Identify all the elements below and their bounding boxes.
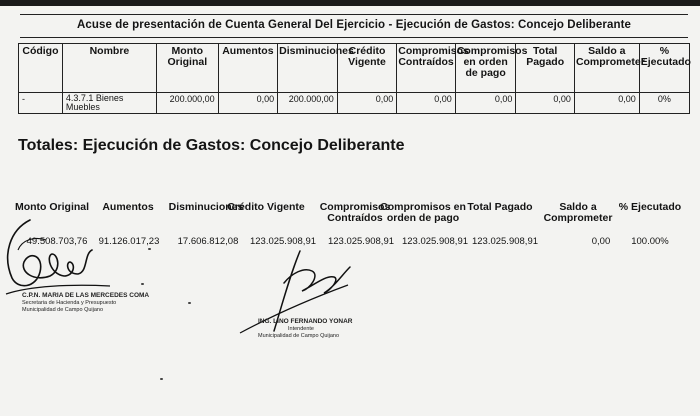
totals-col-pct-ejecutado: % Ejecutado [618, 201, 682, 213]
scan-top-edge [0, 0, 700, 6]
totals-value-credito-vigente: 123.025.908,91 [249, 236, 317, 247]
table-row [19, 93, 690, 114]
col-pct-ejecutado: % Ejecutado [639, 44, 689, 93]
scan-speck [188, 302, 191, 304]
detail-header-row [19, 44, 690, 93]
totals-col-compromisos-orden-pago: Compromisos en orden de pago [380, 201, 466, 224]
cell-monto-original: 200.000,00 [156, 93, 218, 114]
cell-compromisos-orden-pago: 0,00 [455, 93, 516, 114]
totals-value-pct-ejecutado: 100.00% [631, 236, 669, 247]
left-signer-role: Secretaria de Hacienda y Presupuesto [22, 299, 117, 306]
totals-col-credito-vigente: Crédito Vigente [227, 201, 305, 213]
totals-col-monto-original: Monto Original [14, 201, 90, 213]
left-signer-name: C.P.N. MARIA DE LAS MERCEDES COMA [22, 292, 150, 299]
totals-value-disminuciones: 17.606.812,08 [177, 236, 239, 247]
right-signer-role: Intendente [288, 325, 314, 332]
cell-total-pagado: 0,00 [516, 93, 575, 114]
col-credito-vigente: Crédito Vigente [337, 44, 397, 93]
col-saldo-comprometer: Saldo a Comprometer [574, 44, 639, 93]
cell-aumentos: 0,00 [218, 93, 278, 114]
totals-value-total-pagado: 123.025.908,91 [471, 236, 539, 247]
col-codigo: Código [19, 44, 63, 93]
col-compromisos-orden-pago: Compromisos en orden de pago [455, 44, 516, 93]
cell-codigo: - [19, 93, 63, 114]
totals-title: Totales: Ejecución de Gastos: Concejo Deliberante [18, 137, 405, 154]
totals-col-compromisos-contraidos: Compromisos Contraídos [319, 201, 391, 224]
totals-col-total-pagado: Total Pagado [467, 201, 533, 213]
col-total-pagado: Total Pagado [516, 44, 575, 93]
col-disminuciones: Disminuciones [278, 44, 338, 93]
totals-col-saldo-comprometer: Saldo a Comprometer [543, 201, 613, 224]
totals-col-disminuciones: Disminuciones [168, 201, 244, 213]
totals-col-aumentos: Aumentos [102, 201, 154, 213]
right-signer-name: ING. LINO FERNANDO YONAR [258, 318, 353, 325]
totals-value-compromisos-orden-pago: 123.025.908,91 [401, 236, 469, 247]
cell-credito-vigente: 0,00 [337, 93, 397, 114]
col-nombre: Nombre [62, 44, 156, 93]
totals-value-monto-original: 49.508.703,76 [26, 236, 88, 247]
report-header [20, 14, 688, 38]
right-signature-block [258, 318, 353, 341]
col-compromisos-contraidos: Compromisos Contraídos [397, 44, 456, 93]
left-signature-block [22, 292, 149, 315]
cell-disminuciones: 200.000,00 [278, 93, 338, 114]
totals-value-compromisos-contraidos: 123.025.908,91 [327, 236, 395, 247]
detail-table [18, 43, 690, 114]
scan-speck [141, 283, 144, 285]
scan-speck [160, 378, 163, 380]
cell-nombre: 4.3.7.1 Bienes Muebles [62, 93, 156, 114]
col-aumentos: Aumentos [218, 44, 278, 93]
totals-value-saldo-comprometer: 0,00 [591, 236, 611, 247]
cell-pct-ejecutado: 0% [639, 93, 689, 114]
cell-compromisos-contraidos: 0,00 [397, 93, 456, 114]
scan-speck [148, 248, 151, 250]
totals-value-aumentos: 91.126.017,23 [98, 236, 160, 247]
left-signer-org: Municipalidad de Campo Quijano [22, 307, 104, 313]
report-title: Acuse de presentación de Cuenta General Del Ejercicio - Ejecución de Gastos: Concejo Deliberante [76, 19, 632, 31]
col-monto-original: Monto Original [156, 44, 218, 93]
right-signer-org: Municipalidad de Campo Quijano [258, 333, 340, 339]
cell-saldo-comprometer: 0,00 [574, 93, 639, 114]
